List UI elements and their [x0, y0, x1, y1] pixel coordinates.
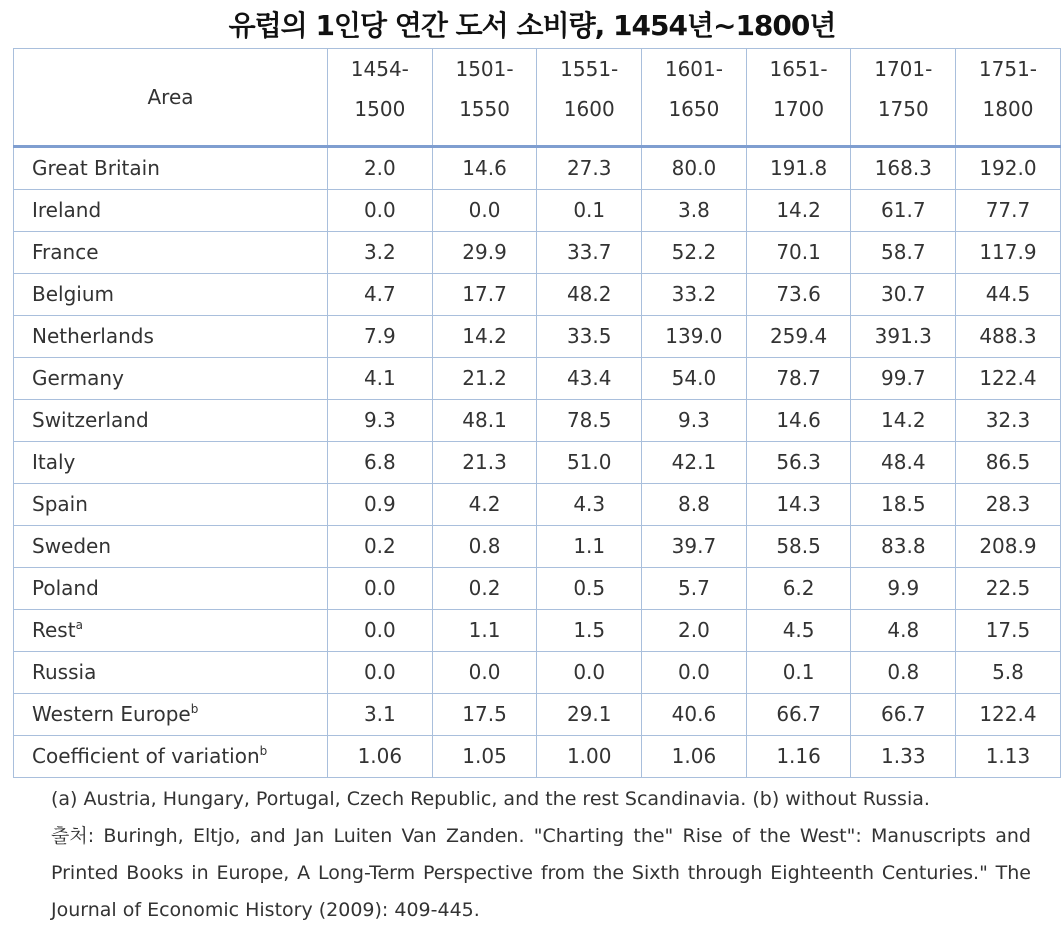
value-cell: 0.0 [537, 652, 642, 694]
row-label-text: Western Europe [32, 702, 191, 726]
value-cell: 6.8 [328, 442, 433, 484]
value-cell: 3.8 [642, 190, 747, 232]
value-cell: 70.1 [746, 232, 851, 274]
value-cell: 0.5 [537, 568, 642, 610]
row-label [14, 232, 328, 274]
row-label-text: Germany [32, 366, 124, 390]
row-label-text: France [32, 240, 99, 264]
row-label [14, 358, 328, 400]
value-cell: 48.4 [851, 442, 956, 484]
value-cell: 9.3 [642, 400, 747, 442]
value-cell: 56.3 [746, 442, 851, 484]
value-cell: 86.5 [956, 442, 1061, 484]
book-consumption-table [13, 48, 1061, 778]
value-cell: 80.0 [642, 147, 747, 190]
footnote-marker: b [190, 702, 199, 716]
value-cell: 1.06 [642, 736, 747, 778]
row-label-text: Coefficient of variation [32, 744, 260, 768]
value-cell: 30.7 [851, 274, 956, 316]
value-cell: 78.5 [537, 400, 642, 442]
period-header: 1551- 1600 [537, 49, 642, 147]
area-header: Area [14, 49, 328, 147]
row-label [14, 610, 328, 652]
value-cell: 29.9 [432, 232, 537, 274]
value-cell: 44.5 [956, 274, 1061, 316]
value-cell: 22.5 [956, 568, 1061, 610]
value-cell: 0.8 [851, 652, 956, 694]
value-cell: 14.2 [432, 316, 537, 358]
value-cell: 52.2 [642, 232, 747, 274]
source-citation: 출처: Buringh, Eltjo, and Jan Luiten Van Zanden. "Charting the" Rise of the West": Manuscripts and Printed Books in Europe, A Long-Term Perspective from the Sixth through Eighteenth Centuries." The Journal of Economic History (2009): 409-445. [51, 825, 1031, 921]
value-cell: 9.3 [328, 400, 433, 442]
value-cell: 0.0 [642, 652, 747, 694]
value-cell: 4.8 [851, 610, 956, 652]
row-label [14, 316, 328, 358]
period-header: 1651- 1700 [746, 49, 851, 147]
value-cell: 99.7 [851, 358, 956, 400]
value-cell: 1.1 [537, 526, 642, 568]
row-label-text: Spain [32, 492, 88, 516]
table-row [14, 526, 1061, 568]
value-cell: 9.9 [851, 568, 956, 610]
value-cell: 58.7 [851, 232, 956, 274]
value-cell: 117.9 [956, 232, 1061, 274]
table-row [14, 652, 1061, 694]
table-row [14, 400, 1061, 442]
row-label [14, 147, 328, 190]
period-header: 1751- 1800 [956, 49, 1061, 147]
value-cell: 28.3 [956, 484, 1061, 526]
value-cell: 32.3 [956, 400, 1061, 442]
value-cell: 1.06 [328, 736, 433, 778]
period-header: 1701- 1750 [851, 49, 956, 147]
period-header: 1454- 1500 [328, 49, 433, 147]
value-cell: 0.1 [746, 652, 851, 694]
row-label-text: Rest [32, 618, 76, 642]
value-cell: 2.0 [642, 610, 747, 652]
row-label [14, 568, 328, 610]
value-cell: 6.2 [746, 568, 851, 610]
value-cell: 4.5 [746, 610, 851, 652]
value-cell: 0.2 [328, 526, 433, 568]
value-cell: 192.0 [956, 147, 1061, 190]
value-cell: 58.5 [746, 526, 851, 568]
row-label-text: Ireland [32, 198, 102, 222]
header-row [14, 49, 1061, 147]
value-cell: 48.1 [432, 400, 537, 442]
period-header: 1601- 1650 [642, 49, 747, 147]
table-row [14, 442, 1061, 484]
value-cell: 39.7 [642, 526, 747, 568]
row-label-text: Poland [32, 576, 99, 600]
value-cell: 40.6 [642, 694, 747, 736]
value-cell: 4.1 [328, 358, 433, 400]
table-row [14, 190, 1061, 232]
row-label-text: Great Britain [32, 156, 160, 180]
value-cell: 208.9 [956, 526, 1061, 568]
value-cell: 66.7 [746, 694, 851, 736]
row-label-text: Netherlands [32, 324, 154, 348]
value-cell: 14.2 [746, 190, 851, 232]
value-cell: 54.0 [642, 358, 747, 400]
value-cell: 17.5 [432, 694, 537, 736]
value-cell: 7.9 [328, 316, 433, 358]
value-cell: 5.7 [642, 568, 747, 610]
value-cell: 1.16 [746, 736, 851, 778]
footnote: (a) Austria, Hungary, Portugal, Czech Republic, and the rest Scandinavia. (b) without Russia. [51, 788, 930, 810]
value-cell: 27.3 [537, 147, 642, 190]
row-label [14, 484, 328, 526]
value-cell: 0.0 [328, 190, 433, 232]
table-row [14, 568, 1061, 610]
value-cell: 191.8 [746, 147, 851, 190]
value-cell: 14.3 [746, 484, 851, 526]
value-cell: 77.7 [956, 190, 1061, 232]
value-cell: 2.0 [328, 147, 433, 190]
value-cell: 0.0 [432, 190, 537, 232]
value-cell: 4.3 [537, 484, 642, 526]
value-cell: 0.9 [328, 484, 433, 526]
table-row [14, 274, 1061, 316]
value-cell: 0.0 [328, 568, 433, 610]
value-cell: 61.7 [851, 190, 956, 232]
value-cell: 14.2 [851, 400, 956, 442]
value-cell: 33.2 [642, 274, 747, 316]
row-label [14, 190, 328, 232]
value-cell: 21.3 [432, 442, 537, 484]
row-label-text: Switzerland [32, 408, 149, 432]
row-label [14, 274, 328, 316]
value-cell: 73.6 [746, 274, 851, 316]
value-cell: 1.33 [851, 736, 956, 778]
value-cell: 51.0 [537, 442, 642, 484]
table-row [14, 610, 1061, 652]
row-label-text: Belgium [32, 282, 114, 306]
row-label [14, 652, 328, 694]
value-cell: 259.4 [746, 316, 851, 358]
table-row [14, 147, 1061, 190]
value-cell: 1.1 [432, 610, 537, 652]
value-cell: 43.4 [537, 358, 642, 400]
row-label [14, 442, 328, 484]
footnote-marker: b [259, 744, 268, 758]
value-cell: 0.0 [328, 610, 433, 652]
value-cell: 0.2 [432, 568, 537, 610]
table-row [14, 358, 1061, 400]
table-notes [51, 781, 1031, 929]
value-cell: 14.6 [746, 400, 851, 442]
value-cell: 17.7 [432, 274, 537, 316]
value-cell: 29.1 [537, 694, 642, 736]
table-row [14, 484, 1061, 526]
footnote-marker: a [75, 618, 83, 632]
value-cell: 78.7 [746, 358, 851, 400]
row-label [14, 736, 328, 778]
row-label [14, 526, 328, 568]
row-label-text: Sweden [32, 534, 112, 558]
value-cell: 1.13 [956, 736, 1061, 778]
value-cell: 17.5 [956, 610, 1061, 652]
value-cell: 122.4 [956, 694, 1061, 736]
value-cell: 0.8 [432, 526, 537, 568]
table-row [14, 694, 1061, 736]
value-cell: 21.2 [432, 358, 537, 400]
page-title: 유럽의 1인당 연간 도서 소비량, 1454년~1800년 [228, 9, 836, 42]
value-cell: 1.5 [537, 610, 642, 652]
table-row [14, 736, 1061, 778]
value-cell: 4.7 [328, 274, 433, 316]
period-header: 1501- 1550 [432, 49, 537, 147]
value-cell: 3.2 [328, 232, 433, 274]
row-label-text: Italy [32, 450, 76, 474]
value-cell: 33.5 [537, 316, 642, 358]
value-cell: 3.1 [328, 694, 433, 736]
value-cell: 48.2 [537, 274, 642, 316]
value-cell: 0.0 [432, 652, 537, 694]
value-cell: 5.8 [956, 652, 1061, 694]
value-cell: 33.7 [537, 232, 642, 274]
value-cell: 83.8 [851, 526, 956, 568]
table-row [14, 316, 1061, 358]
value-cell: 14.6 [432, 147, 537, 190]
value-cell: 488.3 [956, 316, 1061, 358]
value-cell: 168.3 [851, 147, 956, 190]
value-cell: 18.5 [851, 484, 956, 526]
table-row [14, 232, 1061, 274]
value-cell: 8.8 [642, 484, 747, 526]
value-cell: 0.1 [537, 190, 642, 232]
value-cell: 1.00 [537, 736, 642, 778]
row-label [14, 400, 328, 442]
value-cell: 4.2 [432, 484, 537, 526]
value-cell: 1.05 [432, 736, 537, 778]
value-cell: 122.4 [956, 358, 1061, 400]
value-cell: 0.0 [328, 652, 433, 694]
row-label [14, 694, 328, 736]
value-cell: 391.3 [851, 316, 956, 358]
value-cell: 139.0 [642, 316, 747, 358]
row-label-text: Russia [32, 660, 97, 684]
value-cell: 42.1 [642, 442, 747, 484]
value-cell: 66.7 [851, 694, 956, 736]
